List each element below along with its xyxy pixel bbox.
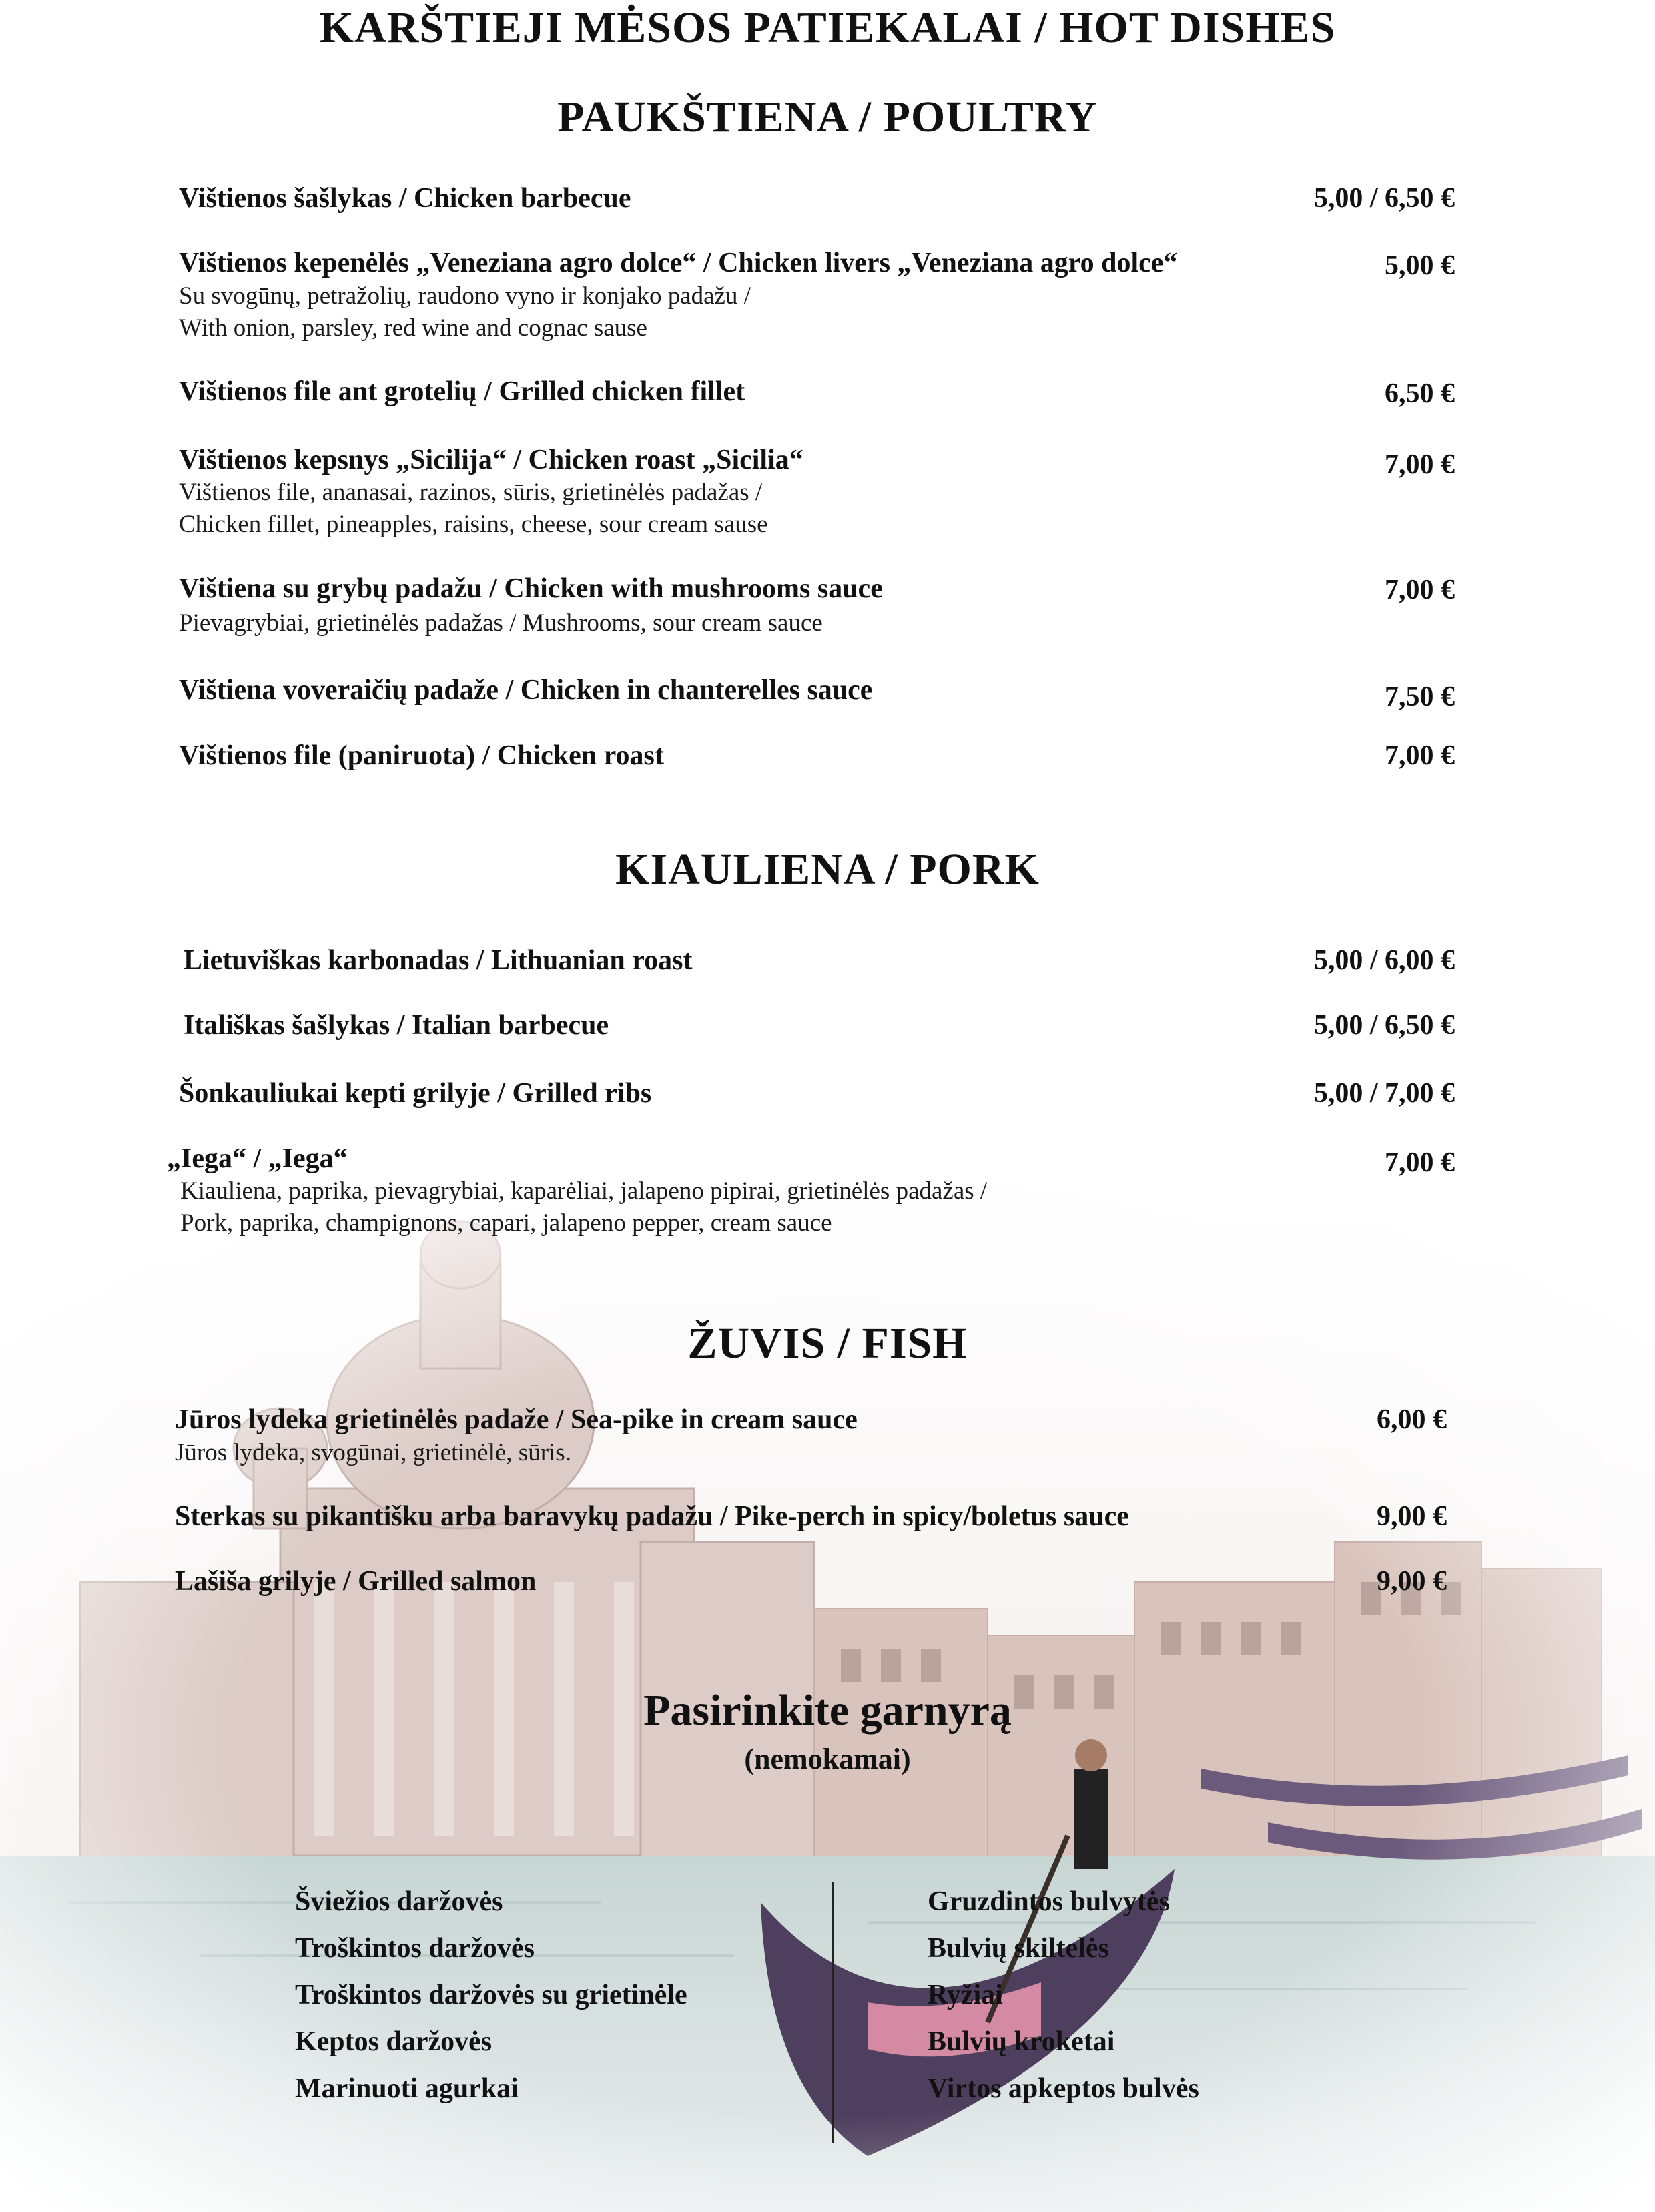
menu-item-name: Lašiša grilyje / Grilled salmon xyxy=(175,1566,537,1597)
menu-item-price: 7,00 € xyxy=(1385,449,1455,480)
menu-item-name: Vištienos kepenėlės „Veneziana agro dolce“ / Chicken livers „Veneziana agro dolce“ xyxy=(179,248,1178,278)
section-heading-fish: ŽUVIS / FISH xyxy=(687,1319,968,1368)
menu-item-name: Vištiena voveraičių padaže / Chicken in chanterelles sauce xyxy=(179,675,873,706)
menu-item-price: 7,00 € xyxy=(1385,1147,1455,1178)
menu-item-price: 5,00 / 6,50 € xyxy=(1313,1010,1455,1041)
section-heading-poultry: PAUKŠTIENA / POULTRY xyxy=(557,93,1098,142)
menu-item-description: Vištienos file, ananasai, razinos, sūris, grietinėlės padažas / xyxy=(179,479,763,506)
menu-item-description: Jūros lydeka, svogūnai, grietinėlė, sūris. xyxy=(175,1439,571,1466)
side-dish-item: Bulvių skiltelės xyxy=(928,1933,1109,1964)
menu-item-price: 7,00 € xyxy=(1385,575,1455,605)
side-dish-item: Keptos daržovės xyxy=(295,2026,492,2057)
side-dish-item: Bulvių kroketai xyxy=(928,2026,1115,2057)
menu-item-price: 5,00 / 6,00 € xyxy=(1313,945,1455,976)
side-dish-item: Ryžiai xyxy=(928,1980,1003,2010)
menu-item-price: 5,00 / 7,00 € xyxy=(1313,1078,1455,1109)
menu-item-description: Pievagrybiai, grietinėlės padažas / Mushrooms, sour cream sauce xyxy=(179,609,823,637)
menu-item-name: Vištiena su grybų padažu / Chicken with mushrooms sauce xyxy=(179,573,883,604)
menu-item-name: Sterkas su pikantišku arba baravykų padažu / Pike-perch in spicy/boletus sauce xyxy=(175,1501,1129,1532)
menu-item-description: Chicken fillet, pineapples, raisins, cheese, sour cream sause xyxy=(179,511,768,538)
menu-item-price: 7,00 € xyxy=(1385,740,1455,771)
menu-item-name: Lietuviškas karbonadas / Lithuanian roast xyxy=(184,945,693,976)
menu-item-description: Su svogūnų, petražolių, raudono vyno ir konjako padažu / xyxy=(179,282,751,310)
menu-item-description: Pork, paprika, champignons, capari, jalapeno pepper, cream sauce xyxy=(180,1209,832,1237)
side-dish-item: Marinuoti agurkai xyxy=(295,2073,519,2104)
menu-item-price: 9,00 € xyxy=(1377,1501,1447,1532)
menu-item-name: Vištienos šašlykas / Chicken barbecue xyxy=(179,183,631,214)
side-dish-item: Šviežios daržovės xyxy=(295,1886,503,1917)
side-dish-item: Troškintos daržovės xyxy=(295,1933,535,1964)
menu-item-name: „Iega“ / „Iega“ xyxy=(167,1143,348,1174)
menu-item-description: With onion, parsley, red wine and cognac sause xyxy=(179,314,647,342)
menu-item-name: Vištienos file (paniruota) / Chicken roast xyxy=(179,740,664,771)
sides-heading: Pasirinkite garnyrą xyxy=(643,1686,1012,1735)
menu-item-name: Vištienos kepsnys „Sicilija“ / Chicken roast „Sicilia“ xyxy=(179,445,803,475)
side-dish-item: Virtos apkeptos bulvės xyxy=(928,2073,1199,2104)
sides-subheading: (nemokamai) xyxy=(744,1743,911,1775)
menu-item-price: 5,00 € xyxy=(1385,250,1455,281)
menu-item-name: Jūros lydeka grietinėlės padaže / Sea-pike in cream sauce xyxy=(175,1404,858,1435)
section-heading-pork: KIAULIENA / PORK xyxy=(615,845,1040,894)
side-dish-item: Troškintos daržovės su grietinėle xyxy=(295,1980,687,2010)
menu-item-price: 6,00 € xyxy=(1377,1404,1447,1435)
menu-item-price: 6,50 € xyxy=(1385,378,1455,409)
menu-item-name: Vištienos file ant grotelių / Grilled chicken fillet xyxy=(179,376,745,407)
menu-item-price: 9,00 € xyxy=(1377,1566,1447,1597)
menu-item-name: Šonkauliukai kepti grilyje / Grilled ribs xyxy=(179,1078,652,1109)
sides-divider xyxy=(832,1882,834,2143)
menu-item-price: 7,50 € xyxy=(1385,681,1455,712)
menu-item-name: Itališkas šašlykas / Italian barbecue xyxy=(184,1010,609,1041)
menu-item-price: 5,00 / 6,50 € xyxy=(1313,183,1455,214)
page-title: KARŠTIEJI MĖSOS PATIEKALAI / HOT DISHES xyxy=(319,3,1336,52)
menu-item-description: Kiauliena, paprika, pievagrybiai, kaparėliai, jalapeno pipirai, grietinėlės padažas / xyxy=(180,1177,988,1205)
side-dish-item: Gruzdintos bulvytės xyxy=(928,1886,1170,1917)
